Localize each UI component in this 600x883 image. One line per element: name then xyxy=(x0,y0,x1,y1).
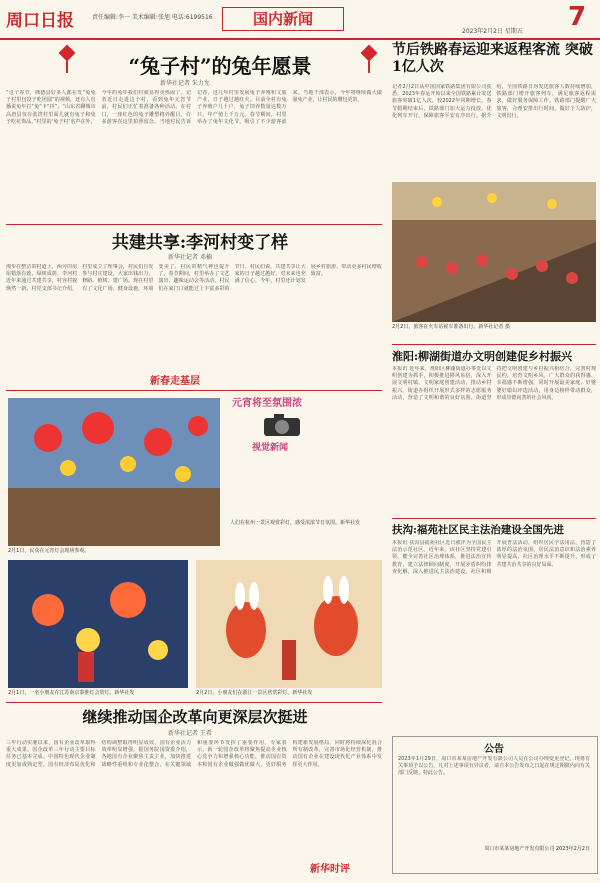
article1-body: “这个春节，隆德县好多人都在发“兔兔子村里包饺子吃团圆”的视频，还有人直播说兔年打“兔”卡“抖”。“山东省聊城市高唐县仅有张湾村里面儿就有兔子和兔子吃花饰品。”村里的‘兔子村’名声在外，今年的兔年我们村就显得更热闹了。记者近日走进这个村，看到兔年元宵节前，村民们正忙着准备各种活动。在村口，一座红色的兔子雕塑格外醒目，许多游客在这里拍照留念。当地村民告诉记者，这几年村里发展兔子养殖和文旅产业，日子越过越红火。目前全村有兔子养殖户几十户，兔子饲养数量达数万只，年产值上千万元。春节期间，村里举办了兔年文化节，吸引了不少游客前来。当地干部表示，今年将继续做大做强兔产业，让村民的腰包更鼓。 xyxy=(6,90,382,125)
article4-title: 淮阳:柳湖街道办文明创建促乡村振兴 xyxy=(392,350,573,363)
photo3-caption: 2月2日，小朋友们在浙江一景区欣赏彩灯。新华社发 xyxy=(196,690,313,696)
notice-title: 公告 xyxy=(484,744,504,755)
page-number: 7 xyxy=(568,2,587,32)
article2-body: 记者2月2日从中国国家铁路集团有限公司获悉，2023年春运开始以来全国铁路累计发送旅客突破1亿人次，较2022年同期增长。春节假期结束后，铁路部门加大运力投放，优化列车开行，保障旅客平安有序出行。据介绍，全国铁路日均发送旅客人数持续增加，铁路部门增开旅客列车，满足旅客返程需求，做好服务保障工作。铁路部门提醒广大旅客，合理安排出行时间，做好个人防护，文明出行。 xyxy=(392,84,596,119)
xinhua-commentary-tag: 新华时评 xyxy=(310,864,350,875)
train-photo-caption: 2月2日，旅客在火车站候车准备出行。新华社记者 摄 xyxy=(392,324,510,330)
notice-signature: 周口市某某房地产开发有限公司 2023年2月2日 xyxy=(484,846,590,852)
article6-byline: 新华社记者 王希 xyxy=(168,730,212,737)
photo-banner-sub: 视觉新闻 xyxy=(252,443,289,453)
article5-title: 扶沟:福苑社区民主法治建设全国先进 xyxy=(392,524,564,536)
section-title: 国内新闻 xyxy=(222,7,344,31)
chinese-knot-icon xyxy=(358,44,380,74)
divider xyxy=(6,702,382,703)
divider xyxy=(6,390,382,391)
article6-body: 三年行动实施以来，国有企业改革取得重大成果，国企改革三年行动主要目标任务已基本完成。中国特色现代企业制度更加成熟定型，国有经济布局优化和结构调整取得明显成效，国有企业活力效率明显增强。据国务院国资委介绍，各地国有企业聚焦主责主业，加快推进战略性重组和专业化整合，在关键领域和重要环节发挥了重要作用。专家表示，新一轮国企改革将聚焦提高企业核心竞争力和增强核心功能，推动国有资本和国有企业做强做优做大，更好服务构建新发展格局。同时将持续深化混合所有制改革，完善市场化经营机制，推动国有企业在建设现代化产业体系中发挥更大作用。 xyxy=(6,740,382,768)
kid-lantern-photo xyxy=(8,560,188,688)
article1-byline: 新华社记者 朱力允 xyxy=(160,80,210,87)
article5-body: 本报讯 扶沟县福苑社区近日被评为全国民主法治示范社区。近年来，该社区坚持党建引领，健全完善社区治理体系，推进法治宣传教育，建立法律顾问制度，开展矛盾纠纷排查化解，深入推进民主法治建设。社区积极开展普法活动，组织居民学法用法，营造了浓厚的法治氛围，居民法治意识和法治素养明显提高，社区治理水平不断提升，形成了共建共治共享的良好局面。 xyxy=(392,540,596,575)
rabbit-lantern-photo xyxy=(196,560,382,688)
lantern-festival-photo xyxy=(8,398,220,546)
divider xyxy=(392,518,596,519)
train-station-photo xyxy=(392,182,596,322)
camera-icon xyxy=(262,412,302,438)
divider xyxy=(392,344,596,345)
photo1-caption: 2月1日，民众在元宵灯会现场参观。 xyxy=(8,548,90,554)
article3-title: 共建共享:李河村变了样 xyxy=(111,233,289,253)
article6-title: 继续推动国企改革向更深层次挺进 xyxy=(82,708,308,726)
article3-body: 漫步在整洁的村道上，两旁的房屋错落有致，绿树成荫。李河村近年来通过共建共享，村容村貌焕然一新。村党支部书记介绍，村里成立了理事会，村民们自发参与村庄建设，大家出钱出力，修路、植树、建广场。现在村里有了文化广场、健身设施，环境变美了，村民的精气神也提升了。春节期间，村里举办了文艺演出、趣味运动会等活动，村民们在家门口就能过上丰富多彩的节日。村民们说，共建共享让大家的日子越过越好，对未来也充满了信心。今年，村里还计划发展乡村旅游，带动更多村民增收致富。 xyxy=(6,264,382,292)
photo2-caption: 2月1日，一名小朋友在江苏南京秦淮灯会赏灯。新华社发 xyxy=(8,690,135,696)
divider xyxy=(6,224,382,225)
article1-title: “兔子村”的兔年愿景 xyxy=(128,54,312,78)
photo-banner-title: 元宵将至氛围浓 xyxy=(232,398,302,409)
editor-line: 责任编辑:李一 美术编辑:张旭 电话:6199516 xyxy=(92,14,213,21)
newyear-badge: 新春走基层 xyxy=(150,376,200,387)
article3-byline: 新华社记者 邓楠 xyxy=(168,254,212,261)
notice-body: 2023年1月29日，周口市某某房地产开发有限公司人员在公司办理变更登记，现将有关事项予以公告。凡对上述事项有异议者，请自本公告发布之日起在规定期限内向有关部门反映。特此公告。 xyxy=(398,756,590,777)
article4-body: 本报讯 近年来，淮阳区柳湖街道办事处以文明创建为抓手，积极推进移风易俗，深入开展文明村镇、文明家庭创建活动，推动乡村振兴。街道办组织开展形式多样的志愿服务活动，营造了文明和谐的良好氛围。街道坚持把文明创建与乡村振兴相结合，完善村规民约，培育文明乡风，广大群众的获得感、幸福感不断增强。同时开展最美家庭、好婆婆好媳妇评选活动，用身边榜样带动群众，形成崇德向善的社会风尚。 xyxy=(392,366,596,401)
article2-title: 节后铁路春运迎来返程客流 突破1亿人次 xyxy=(392,42,593,75)
photo-right-caption: 人们在杭州一景区观赏彩灯，感受浓浓节日氛围。新华社发 xyxy=(230,520,361,526)
newspaper-logo: 周口日报 xyxy=(6,11,74,31)
issue-date: 2023年2月2日 星期五 xyxy=(462,28,523,35)
chinese-knot-icon xyxy=(56,44,78,74)
